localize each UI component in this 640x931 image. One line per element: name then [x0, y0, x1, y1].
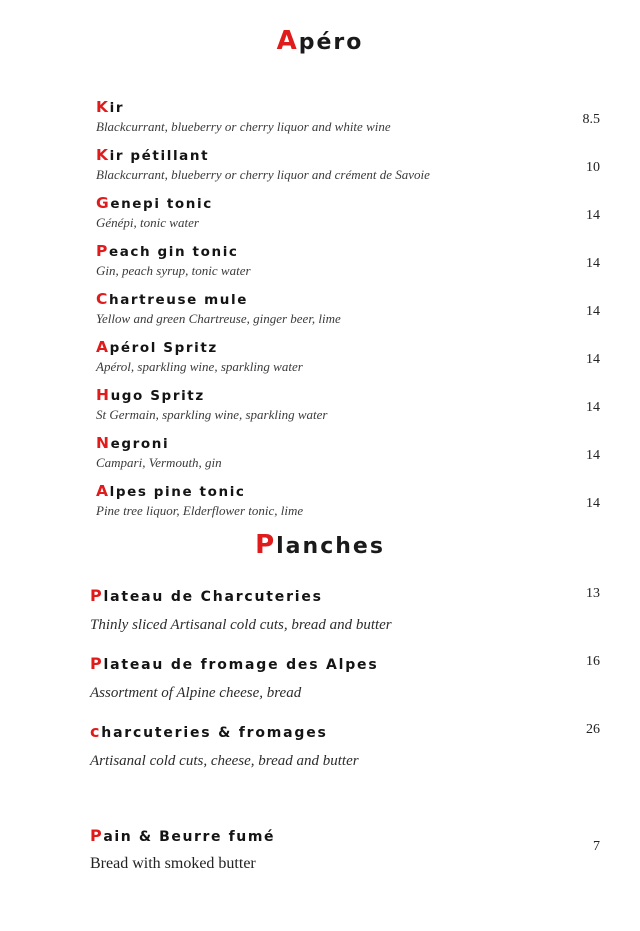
apero-item-name: [96, 434, 590, 453]
planche-item-name: [90, 586, 590, 605]
bread-item-name-initial: P: [90, 825, 104, 845]
apero-item-name: [96, 146, 590, 165]
apero-item-name: [96, 290, 590, 309]
planche-item-price: 16: [586, 653, 600, 669]
apero-item-name-initial: A: [96, 481, 110, 500]
apero-item-name-rest: ugo Spritz: [110, 387, 205, 404]
apero-item-name-initial: H: [96, 385, 111, 404]
planche-item-description: Assortment of Alpine cheese, bread: [90, 684, 302, 701]
apero-item-name-initial: P: [96, 241, 109, 260]
planche-item-name-initial: P: [90, 653, 104, 673]
apero-item-description: St Germain, sparkling wine, sparkling water: [96, 407, 328, 423]
apero-item-description: Campari, Vermouth, gin: [96, 455, 222, 471]
section-heading-planches-rest: lanches: [276, 533, 385, 559]
apero-item-description: Blackcurrant, blueberry or cherry liquor and crément de Savoie: [96, 167, 430, 183]
planche-item-name-initial: P: [90, 585, 104, 605]
apero-item-name-initial: N: [96, 433, 111, 452]
apero-item-price: 14: [586, 399, 600, 415]
apero-item-description: Apérol, sparkling wine, sparkling water: [96, 359, 303, 375]
apero-item-name: [96, 242, 590, 261]
bread-item: [0, 826, 640, 873]
apero-item-name-rest: each gin tonic: [108, 243, 239, 260]
planche-item-name-initial: c: [90, 721, 102, 741]
planche-item-price: 26: [586, 721, 600, 737]
section-heading-apero-initial: A: [276, 26, 299, 56]
planche-item-name-rest: harcuteries & fromages: [101, 724, 328, 741]
planche-item-price: 13: [586, 585, 600, 601]
section-heading-apero: [0, 26, 640, 56]
apero-item-description: Blackcurrant, blueberry or cherry liquor and white wine: [96, 119, 391, 135]
apero-item-price: 14: [586, 495, 600, 511]
apero-item-price: 14: [586, 207, 600, 223]
menu-page: [0, 26, 640, 931]
bread-item-price: 7: [593, 838, 600, 854]
apero-item: [96, 433, 600, 471]
apero-item: [96, 193, 600, 231]
planche-item-name: [90, 722, 590, 741]
apero-item: [96, 145, 600, 183]
apero-item: [96, 98, 600, 135]
planche-item-name-rest: lateau de Charcuteries: [103, 588, 323, 605]
apero-item-price: 8.5: [582, 112, 600, 127]
apero-item-name-rest: pérol Spritz: [109, 339, 218, 356]
apero-item-name: [96, 386, 590, 405]
planches-item-list: [0, 586, 640, 770]
apero-item-name-initial: K: [96, 145, 110, 164]
apero-item: [96, 481, 600, 519]
apero-item-list: [0, 98, 640, 519]
apero-item-name: [96, 194, 590, 213]
apero-item-description: Gin, peach syrup, tonic water: [96, 263, 251, 279]
planche-item: [90, 721, 600, 770]
apero-item-name-rest: ir: [109, 100, 125, 116]
apero-item-price: 14: [586, 351, 600, 367]
bread-item-name: [90, 826, 590, 845]
section-heading-apero-rest: péro: [298, 30, 364, 55]
apero-item-name: [96, 98, 590, 117]
planche-item-description: Thinly sliced Artisanal cold cuts, bread and butter: [90, 616, 392, 633]
apero-item-name-initial: A: [96, 337, 110, 356]
apero-item-name-rest: enepi tonic: [110, 195, 213, 212]
bread-item-description: Bread with smoked butter: [90, 854, 256, 872]
apero-item-price: 10: [586, 159, 600, 175]
planche-item-description: Artisanal cold cuts, cheese, bread and butter: [90, 752, 359, 769]
apero-item-name: [96, 338, 590, 357]
planche-item-name-rest: lateau de fromage des Alpes: [103, 656, 379, 673]
apero-item-description: Yellow and green Chartreuse, ginger beer, lime: [96, 311, 341, 327]
section-heading-planches-initial: P: [255, 529, 277, 560]
apero-item: [96, 241, 600, 279]
apero-item-description: Génépi, tonic water: [96, 215, 199, 231]
apero-item-name-rest: ir pétillant: [109, 147, 210, 164]
bread-item-name-rest: ain & Beurre fumé: [103, 828, 276, 845]
apero-item-name: [96, 482, 590, 501]
planche-item-name: [90, 654, 590, 673]
apero-item-name-rest: egroni: [110, 435, 170, 452]
apero-item-price: 14: [586, 447, 600, 463]
planche-item: [90, 585, 600, 634]
apero-item-description: Pine tree liquor, Elderflower tonic, lime: [96, 503, 304, 519]
apero-item-name-rest: lpes pine tonic: [109, 483, 246, 500]
section-heading-planches: [0, 530, 640, 560]
apero-item-name-initial: C: [96, 289, 109, 308]
apero-item: [96, 289, 600, 327]
apero-item: [96, 385, 600, 423]
planche-item: [90, 653, 600, 702]
apero-item-name-initial: K: [96, 98, 110, 116]
apero-item-price: 14: [586, 303, 600, 319]
apero-item-name-initial: G: [96, 193, 111, 212]
apero-item-name-rest: hartreuse mule: [108, 291, 248, 308]
apero-item: [96, 337, 600, 375]
apero-item-price: 14: [586, 255, 600, 271]
